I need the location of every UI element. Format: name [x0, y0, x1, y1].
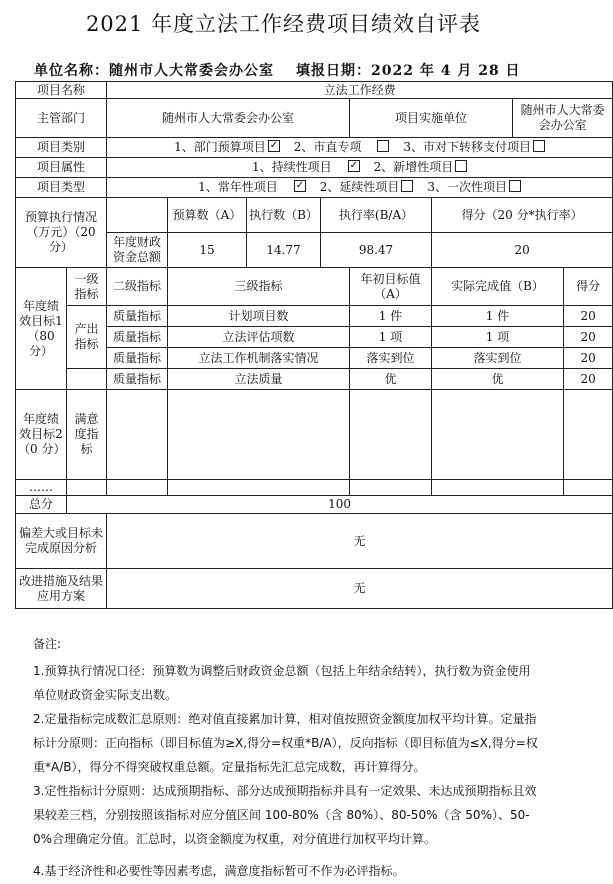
row-budget-header — [16, 198, 613, 233]
attr-options — [107, 158, 613, 178]
goal2-label: 年度绩效目标2（0 分） — [16, 390, 67, 480]
note-item: 4.基于经济性和必要性等因素考虑，满意度指标暂可不作为必评指标。 — [33, 864, 405, 878]
notes-section — [33, 632, 538, 883]
budget-blank-cell — [107, 198, 168, 233]
actual-cell: 优 — [432, 369, 564, 390]
level2-cell: 质量指标 — [107, 327, 168, 348]
deviation-label: 偏差大或目标未完成原因分析 — [16, 514, 107, 569]
evaluation-table — [15, 81, 613, 609]
exec-value: 14.77 — [247, 233, 321, 268]
budget-label: 预算执行情况（万元）（20 分） — [16, 198, 107, 268]
level2-cell: 质量指标 — [107, 306, 168, 327]
notes-heading: 备注: — [33, 637, 62, 651]
row-category — [16, 138, 613, 158]
form-header — [34, 60, 521, 80]
improvement-label: 改进措施及结果应用方案 — [16, 569, 107, 609]
total-value: 100 — [67, 496, 613, 514]
score-cell: 20 — [564, 327, 613, 348]
level2-header: 二级指标 — [107, 268, 168, 306]
col-rate-header: 执行率(B/A） — [321, 198, 432, 233]
level1-header: 一级指标 — [67, 268, 107, 306]
row-project-name — [16, 82, 613, 99]
checkbox-empty-icon — [377, 140, 389, 152]
actual-cell: 落实到位 — [432, 348, 564, 369]
initial-cell: 落实到位 — [350, 348, 432, 369]
table-row — [16, 369, 613, 390]
col-score-header: 得分（20 分*执行率） — [432, 198, 613, 233]
attr-option-2: 2、新增性项目 — [373, 160, 454, 174]
col-budget-header: 预算数（A） — [168, 198, 247, 233]
initial-header: 年初目标值（A） — [350, 268, 432, 306]
level2-cell: 质量指标 — [107, 348, 168, 369]
date-label: 填报日期： — [296, 63, 371, 79]
row-improvement — [16, 569, 613, 609]
level3-cell: 立法工作机制落实情况 — [168, 348, 350, 369]
row-department — [16, 99, 613, 138]
level2-cell: 质量指标 — [107, 369, 168, 390]
checkbox-empty-icon — [509, 180, 521, 192]
output-indicator-label: 产出指标 — [67, 306, 107, 369]
satisfaction-indicator-label: 满意度指标 — [67, 390, 107, 480]
fiscal-total-label: 年度财政资金总额 — [107, 233, 168, 268]
deviation-value: 无 — [107, 514, 613, 569]
row-total — [16, 496, 613, 514]
note-item: 1.预算执行情况口径：预算数为调整后财政资金总额（包括上年结余结转），执行数为资金使用单位财政资金实际支出数。 — [33, 664, 531, 702]
initial-cell: 1 项 — [350, 327, 432, 348]
category-option-3: 3、市对下转移支付项目 — [403, 140, 532, 154]
level1-blank-cell — [67, 369, 107, 390]
actual-cell: 1 项 — [432, 327, 564, 348]
dept-value: 随州市人大常委会办公室 — [107, 99, 350, 138]
ellipsis-cell: …… — [16, 480, 67, 496]
total-label: 总分 — [16, 496, 67, 514]
initial-cell: 1 件 — [350, 306, 432, 327]
level3-header: 三级指标 — [168, 268, 350, 306]
initial-cell: 优 — [350, 369, 432, 390]
level3-cell: 计划项目数 — [168, 306, 350, 327]
rate-value: 98.47 — [321, 233, 432, 268]
row-ellipsis — [16, 480, 613, 496]
note-item: 2.定量指标完成数汇总原则：绝对值直接累加计算，相对值按照资金额度加权平均计算。定量指标计分原则：正向指标（即目标值为≥X,得分=权重*B/A），反向指标（即目标值为≤X,得分=权重*A/B），得分不得突破权重总额。定量指标先汇总完成数，再计算得分。 — [33, 712, 538, 774]
date-value: 2022 年 4 月 28 日 — [371, 63, 521, 79]
impl-unit-label: 项目实施单位 — [350, 99, 513, 138]
category-option-1: 1、部门预算项目 — [174, 140, 266, 154]
actual-cell: 1 件 — [432, 306, 564, 327]
improvement-value: 无 — [107, 569, 613, 609]
project-name-label: 项目名称 — [16, 82, 107, 99]
unit-label: 单位名称： — [34, 63, 109, 79]
attr-option-1: 1、持续性项目 — [251, 160, 332, 174]
project-name-value: 立法工作经费 — [107, 82, 613, 99]
category-option-2: 2、市直专项 — [293, 140, 362, 154]
type-label: 项目类型 — [16, 178, 107, 198]
score-cell: 20 — [564, 369, 613, 390]
score-header: 得分 — [564, 268, 613, 306]
dept-label: 主管部门 — [16, 99, 107, 138]
checkbox-empty-icon — [401, 180, 413, 192]
row-target-header — [16, 268, 613, 306]
page-title: 2021 年度立法工作经费项目绩效自评表 — [85, 12, 482, 36]
budget-value: 15 — [168, 233, 247, 268]
category-options — [107, 138, 613, 158]
score-cell: 20 — [564, 348, 613, 369]
score-cell: 20 — [564, 306, 613, 327]
checkbox-checked-icon — [294, 180, 306, 192]
actual-header: 实际完成值（B） — [432, 268, 564, 306]
level3-cell: 立法质量 — [168, 369, 350, 390]
checkbox-checked-icon — [348, 160, 360, 172]
type-option-1: 1、常年性项目 — [198, 180, 278, 194]
level3-cell: 立法评估项数 — [168, 327, 350, 348]
checkbox-empty-icon — [455, 160, 467, 172]
impl-unit-value: 随州市人大常委会办公室 — [513, 99, 613, 138]
row-goal2 — [16, 390, 613, 480]
type-option-3: 3、一次性项目 — [427, 180, 508, 194]
type-options — [107, 178, 613, 198]
goal1-label: 年度绩效目标1（80 分） — [16, 268, 67, 390]
unit-value: 随州市人大常委会办公室 — [109, 63, 274, 79]
checkbox-empty-icon — [533, 140, 545, 152]
note-item: 3.定性指标计分原则：达成预期指标、部分达成预期指标并具有一定效果、未达成预期指标且效果较差三档，分别按照该指标对应分值区间 100-80%（含 80%）、80-50%（含 50%）、50-0%合理确定分值。汇总时，以资金额度为权重，对分值进行加权平均计算。 — [33, 784, 537, 846]
col-exec-header: 执行数（B） — [247, 198, 321, 233]
category-label: 项目类别 — [16, 138, 107, 158]
row-attribute — [16, 158, 613, 178]
table-row — [16, 306, 613, 327]
row-deviation — [16, 514, 613, 569]
checkbox-checked-icon — [268, 140, 280, 152]
attr-label: 项目属性 — [16, 158, 107, 178]
type-option-2: 2、延续性项目 — [319, 180, 400, 194]
row-type — [16, 178, 613, 198]
budget-score-value: 20 — [432, 233, 613, 268]
